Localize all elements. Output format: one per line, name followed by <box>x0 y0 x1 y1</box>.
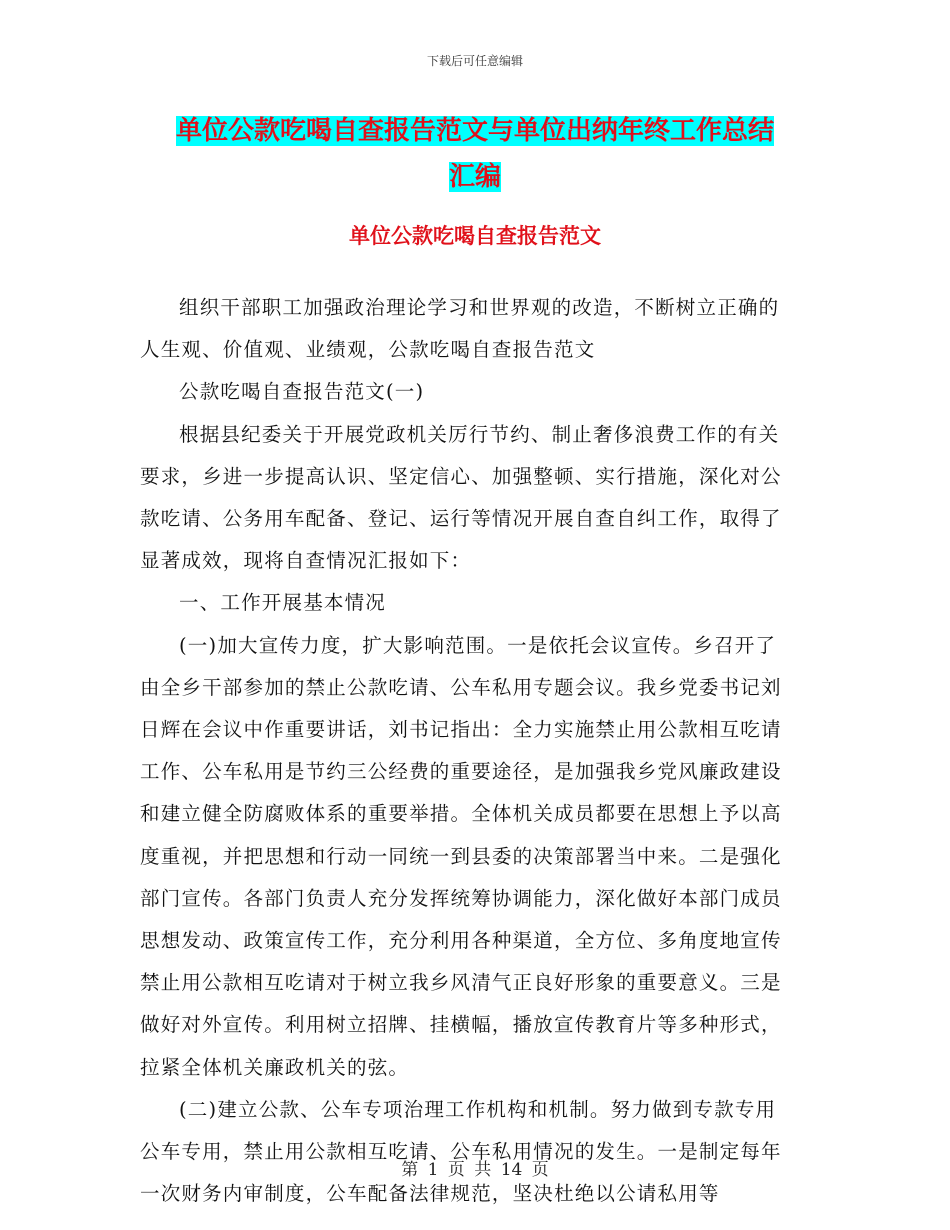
document-title-line2: 汇编 <box>448 162 501 192</box>
body-paragraph: 组织干部职工加强政治理论学习和世界观的改造，不断树立正确的人生观、价值观、业绩观，公款吃喝自查报告范文 <box>140 296 780 362</box>
body-paragraph: 一、工作开展基本情况 <box>179 591 387 615</box>
body-paragraph: (二)建立公款、公车专项治理工作机构和机制。努力做到专款专用公车专用，禁止用公款相互吃请、公车私用情况的发生。一是制定每年一次财务内审制度，公车配备法律规范，坚决杜绝以公请私用等 <box>140 1097 782 1206</box>
body-paragraph: 公款吃喝自查报告范文(一) <box>179 380 425 404</box>
document-title <box>140 108 810 200</box>
page-number-footer: 第 1 页 共 14 页 <box>401 1160 549 1180</box>
section-title: 单位公款吃喝自查报告范文 <box>349 224 601 248</box>
page-header-note: 下载后可任意编辑 <box>426 54 523 68</box>
document-body <box>140 287 796 1215</box>
document-title-line1: 单位公款吃喝自查报告范文与单位出纳年终工作总结 <box>175 116 774 146</box>
body-paragraph: 根据县纪委关于开展党政机关厉行节约、制止奢侈浪费工作的有关要求，乡进一步提高认识、坚定信心、加强整顿、实行措施，深化对公款吃请、公务用车配备、登记、运行等情况开展自查自纠工作，取得了显著成效，现将自查情况汇报如下： <box>140 422 782 573</box>
body-paragraph: (一)加大宣传力度，扩大影响范围。一是依托会议宣传。乡召开了由全乡干部参加的禁止公款吃请、公车私用专题会议。我乡党委书记刘日辉在会议中作重要讲话，刘书记指出：全力实施禁止用公款相互吃请工作、公车私用是节约三公经费的重要途径，是加强我乡党风廉政建设和建立健全防腐败体系的重要举措。全体机关成员都要在思想上予以高度重视，并把思想和行动一同统一到县委的决策部署当中来。二是强化部门宣传。各部门负责人充分发挥统筹协调能力，深化做好本部门成员思想发动、政策宣传工作，充分利用各种渠道，全方位、多角度地宣传禁止用公款相互吃请对于树立我乡风清气正良好形象的重要意义。三是做好对外宣传。利用树立招牌、挂横幅，播放宣传教育片等多种形式，拉紧全体机关廉政机关的弦。 <box>140 633 782 1079</box>
